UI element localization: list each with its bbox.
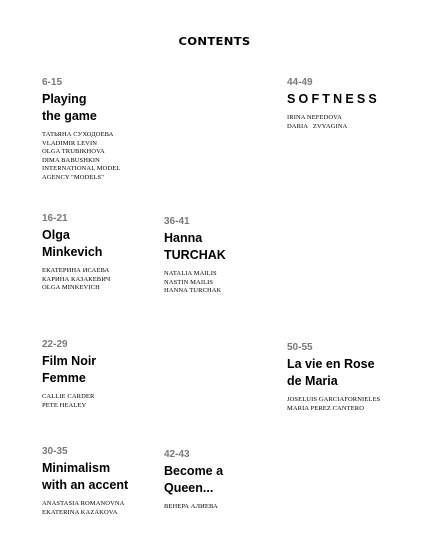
credit-name: PETE HEALEY (42, 401, 87, 409)
entry-credits (287, 114, 422, 131)
contents-entry (42, 213, 167, 293)
credit-name: ТАТЬЯНА СУХОДОЕВА (42, 131, 114, 138)
entry-credits (164, 503, 289, 512)
credit-name: JOSELUIS GARCIAFORNIELES (287, 396, 381, 403)
contents-entry (42, 77, 167, 182)
page-range: 22-29 (42, 339, 68, 350)
entry-title (42, 91, 167, 125)
page-range: 50-55 (287, 342, 313, 353)
contents-entry (42, 446, 167, 517)
credit-name: IRINA NEFEDOVA (287, 114, 342, 121)
credit-name: КАРИНА КАЗАКЕВИЧ (42, 275, 111, 283)
entry-title (287, 356, 422, 390)
credit-name: EKATERINA KAZAKOVA (42, 508, 118, 516)
entry-credits (164, 270, 289, 296)
entry-title-line: Become a (164, 464, 224, 478)
credit-name: OLGA TRUBIKHOVA (42, 148, 105, 155)
entry-title (42, 460, 167, 494)
contents-entry (287, 77, 422, 131)
entry-credits (42, 500, 167, 517)
credit-name: VLADIMIR LEVIN (42, 139, 98, 147)
entry-title-line: Queen... (164, 481, 214, 495)
contents-entry (42, 339, 167, 410)
entry-title-line: the game (42, 109, 97, 123)
credit-name: INTERNATIONAL MODEL (42, 165, 121, 172)
page-title: CONTENTS (178, 35, 251, 48)
entry-title-line: Minkevich (42, 245, 103, 259)
entry-title (164, 463, 289, 497)
entry-credits (42, 131, 167, 182)
entry-title-line: Olga (42, 228, 70, 242)
credit-name: MARIA PEREZ CANTERO (287, 404, 365, 412)
credit-name: ЕКАТЕРИНА ИСАЕВА (42, 267, 110, 274)
page-range: 44-49 (287, 77, 313, 88)
page-range: 36-41 (164, 216, 190, 227)
entry-title-line: SOFTNESS (287, 92, 380, 106)
credit-name: AGENCY "MODELS" (42, 173, 104, 181)
credit-name: OLGA MINKEVICH (42, 284, 100, 291)
entry-title-line: La vie en Rose (287, 357, 375, 371)
contents-entry (287, 342, 422, 413)
entry-credits (42, 267, 167, 293)
entry-title (287, 91, 422, 108)
contents-entry (164, 449, 289, 512)
credit-name: NASTIN MAILIS (164, 278, 214, 286)
entry-credits (42, 393, 167, 410)
entry-title (42, 353, 167, 387)
credit-name: ВЕНЕРА АЛИЕВА (164, 503, 218, 510)
page-range: 16-21 (42, 213, 68, 224)
credit-name: DIMA BABUSHKIN (42, 156, 100, 164)
entry-title (42, 227, 167, 261)
credit-name: NATALIA MAILIS (164, 270, 217, 277)
credit-name: CALLIE CARDER (42, 393, 95, 400)
credit-name: DARIA ZVYAGINA (287, 122, 348, 130)
credit-name: HANNA TURCHAK (164, 287, 222, 294)
entry-title-line: Playing (42, 92, 87, 106)
entry-title-line: Minimalism (42, 461, 111, 475)
entry-title-line: TURCHAK (164, 248, 226, 262)
page-range: 42-43 (164, 449, 190, 460)
page-range: 6-15 (42, 77, 63, 88)
entry-title-line: Femme (42, 371, 86, 385)
entry-title (164, 230, 289, 264)
entry-title-line: with an accent (42, 478, 129, 492)
entry-title-line: de Maria (287, 374, 338, 388)
entry-credits (287, 396, 422, 413)
page-range: 30-35 (42, 446, 68, 457)
credit-name: ANASTASIA ROMANOVNA (42, 500, 125, 507)
contents-entry (164, 216, 289, 296)
entry-title-line: Film Noir (42, 354, 97, 368)
entry-title-line: Hanna (164, 231, 203, 245)
